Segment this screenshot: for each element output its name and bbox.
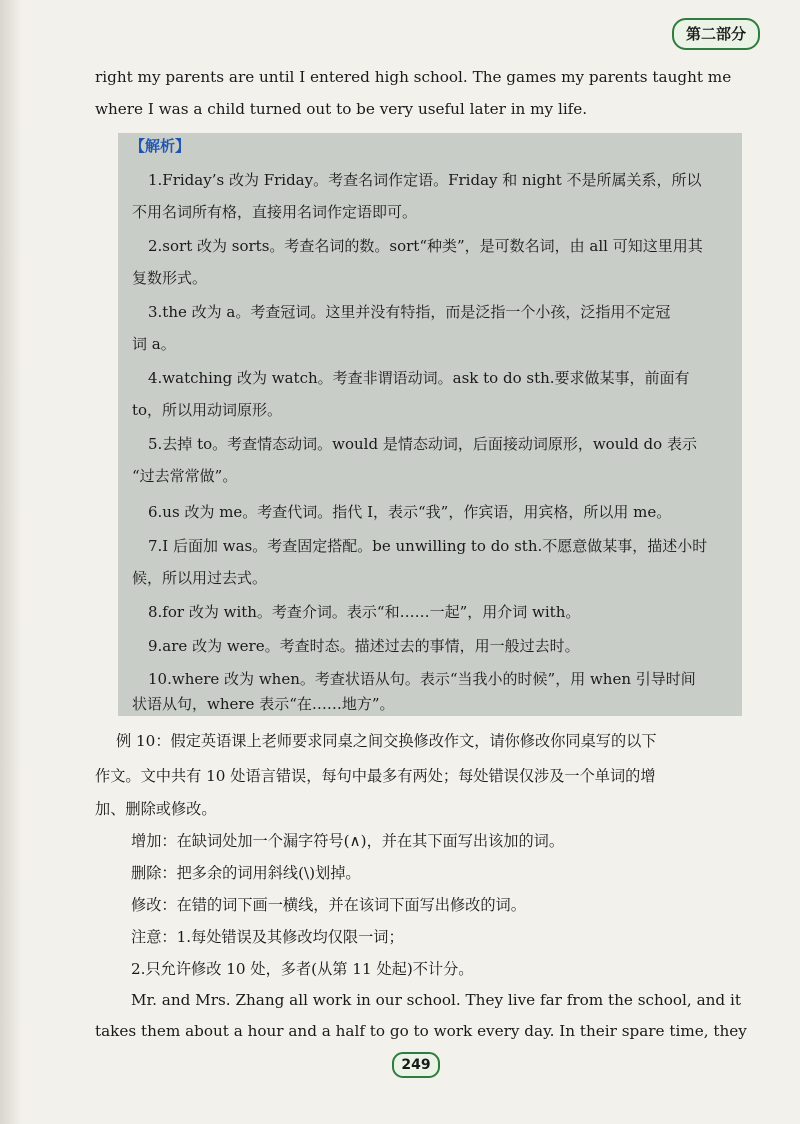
example-line: 加、删除或修改。 (95, 800, 217, 818)
analysis-line: 9.are 改为 were。考查时态。描述过去的事情，用一般过去时。 (148, 637, 580, 655)
example-line: 2.只允许修改 10 处，多者(从第 11 处起)不计分。 (131, 960, 474, 978)
intro-line: right my parents are until I entered high school. The games my parents taught me (95, 68, 732, 86)
analysis-line: 复数形式。 (132, 269, 208, 287)
analysis-line: 7.I 后面加 was。考查固定搭配。be unwilling to do sth.不愿意做某事，描述小时 (148, 537, 708, 555)
analysis-line: 10.where 改为 when。考查状语从句。表示“当我小的时候”，用 when 引导时间 (148, 670, 696, 688)
analysis-line: 5.去掉 to。考查情态动词。would 是情态动词，后面接动词原形，would do 表示 (148, 435, 697, 453)
example-line: 修改：在错的词下画一横线，并在该词下面写出修改的词。 (131, 896, 526, 914)
analysis-line: to，所以用动词原形。 (132, 401, 283, 419)
intro-line: where I was a child turned out to be very useful later in my life. (95, 100, 588, 118)
example-line: Mr. and Mrs. Zhang all work in our school. They live far from the school, and it (131, 991, 741, 1009)
example-line: 作文。文中共有 10 处语言错误，每句中最多有两处；每处错误仅涉及一个单词的增 (95, 767, 656, 785)
analysis-line: 1.Friday’s 改为 Friday。考查名词作定语。Friday 和 night 不是所属关系，所以 (148, 171, 702, 189)
analysis-line: 词 a。 (132, 335, 176, 353)
analysis-line: 状语从句，where 表示“在……地方”。 (132, 695, 395, 713)
page-binding-edge (0, 0, 22, 1124)
analysis-line: 8.for 改为 with。考查介词。表示“和……一起”，用介词 with。 (148, 603, 581, 621)
analysis-line: 候，所以用过去式。 (132, 569, 268, 587)
example-line: takes them about a hour and a half to go to work every day. In their spare time, they (95, 1022, 747, 1040)
example-line: 注意：1.每处错误及其修改均仅限一词； (131, 928, 404, 946)
analysis-box (118, 133, 742, 716)
page-number: 249 (392, 1052, 440, 1078)
analysis-line: 3.the 改为 a。考查冠词。这里并没有特指，而是泛指一个小孩，泛指用不定冠 (148, 303, 671, 321)
analysis-line: “过去常常做”。 (132, 467, 238, 485)
example-line: 增加：在缺词处加一个漏字符号(∧)，并在其下面写出该加的词。 (131, 832, 565, 850)
analysis-line: 2.sort 改为 sorts。考查名词的数。sort“种类”，是可数名词，由 all 可知这里用其 (148, 237, 703, 255)
analysis-title: 【解析】 (130, 137, 191, 155)
analysis-line: 4.watching 改为 watch。考查非谓语动词。ask to do sth.要求做某事，前面有 (148, 369, 690, 387)
example-line: 删除：把多余的词用斜线(\)划掉。 (131, 864, 361, 882)
analysis-line: 不用名词所有格，直接用名词作定语即可。 (132, 203, 418, 221)
example-line: 例 10：假定英语课上老师要求同桌之间交换修改作文，请你修改你同桌写的以下 (116, 732, 657, 750)
section-tab: 第二部分 (672, 18, 760, 50)
analysis-line: 6.us 改为 me。考查代词。指代 I，表示“我”，作宾语，用宾格，所以用 me。 (148, 503, 672, 521)
